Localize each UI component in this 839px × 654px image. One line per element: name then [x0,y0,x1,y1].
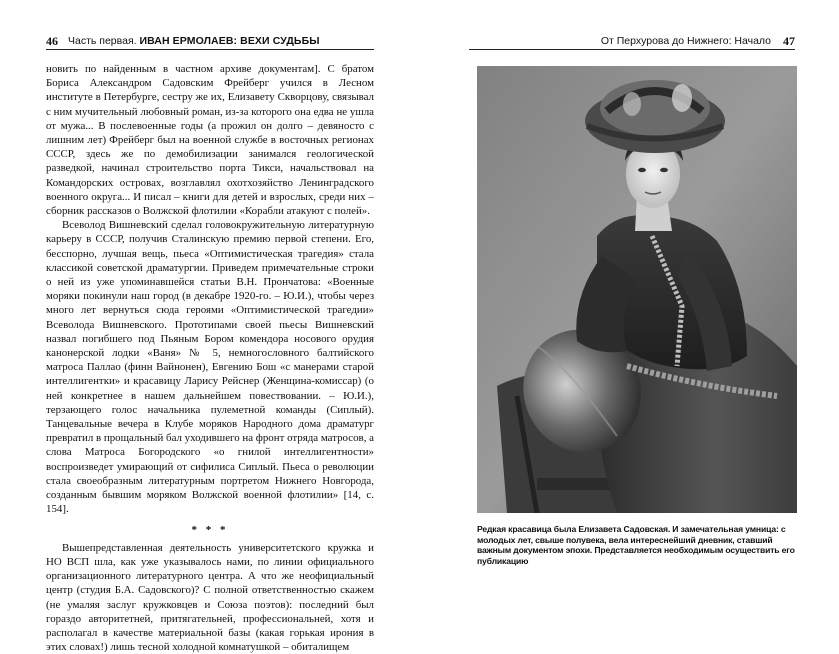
left-running-head-text [68,34,320,48]
left-page-number: 46 [46,34,58,48]
left-running-head [46,32,374,50]
right-running-head [469,32,795,50]
running-head-title: ИВАН ЕРМОЛАЕВ: ВЕХИ СУДЬБЫ [139,35,320,47]
right-running-head-text: От Перхурова до Нижнего: Начало [600,35,771,47]
right-page-number: 47 [783,34,795,48]
section-separator: * * * [191,523,229,536]
portrait-photo [477,66,797,513]
running-head-prefix: Часть первая. [68,35,140,47]
left-body-text [46,62,374,654]
paragraph: Вышепредставленная деятельность университетского кружка и НО ВСП шла, как уже указывалось нами, по линии официального организационного литературного центра. А что же неофициальный центр (студия Б.А. Садовского)? С полной ответственностью скажем (не умаляя заслуг кружковцев и Союза поэтов): последний был гораздо авторитетней, притягательней, профессиональней, хотя и располагал в качестве материальной базы (какая горькая ирония в этих словах!) лишь тесной холодной комнатушкой – обиталищем [46,541,374,654]
paragraph: новить по найденным в частном архиве документам]. С братом Бориса Александром Садовским Фрейберг учился в Лесном институте в Петербурге, сестру же их, Елизавету Скворцову, связывал с ним мучительный любовный роман, из-за которого она едва не ушла от мужа... В послевоенные годы (а прожил он долго – девяносто с лишним лет) Фрейберг был на военной службе в восточных регионах СССР, здесь же по демобилизации занимался геологической разведкой, начинал строительство порта Тикси, начальствовал на Командорских островах, возглавлял охотхозяйство Ленинградского военного округа... И писал – книги для детей и взрослых, среди них – сборник рассказов о Волжской флотилии «Корабли атакуют с полей». [46,63,374,218]
photo-caption: Редкая красавица была Елизавета Садовская. И замечательная умница: с молодых лет, свыше полувека, вела интереснейший дневник, ставший важным документом эпохи. Представляется необходимым осуществить его публикацию [477,524,795,566]
left-page [0,0,419,654]
right-page [420,0,839,595]
paragraph: Всеволод Вишневский сделал головокружительную литературную карьеру в СССР, получив Сталинскую премию первой степени. Его, бесспорно, лучшая вещь, пьеса «Оптимистическая трагедия» стала классикой советской драматургии. Приведем примечательные строки о ней из уже упоминавшейся статьи В.Н. Прончатова: «Военные моряки покинули наш город (в декабре 1920-го. – Ю.И.), чтобы через много лет вернуться сюда героями «Оптимистической трагедии» Всеволода Вишневского. Прототипами своей пьесы Вишневский назвал погибшего под Пьяным Бором комендора носового орудия канонерской лодки «Ваня» № 5, немногословного балтийского матроса Паллао (финн Вайнонен), Евгению Бош «с манерами старой интеллигентки» и красавицу Ларису Рейснер (Женщина-комиссар) (о ней конкретнее в нашем дальнейшем повествовании. – Ю.И.), терзающего голос начальника пулеметной команды (Сиплый). Танцевальные вечера в Клубе моряков Народного дома драматург превратил в прощальный бал уходившего на фронт отряда матросов, а слова Матроса Богородского «о гнилой интеллигентности» воспроизведет умирающий от сифилиса Сиплый. Пьеса о революции стала своеобразным литературным портретом Нижнего Новгорода, созданным бывшим моряком Волжской военной флотилии» [14, с. 154]. [46,219,374,516]
